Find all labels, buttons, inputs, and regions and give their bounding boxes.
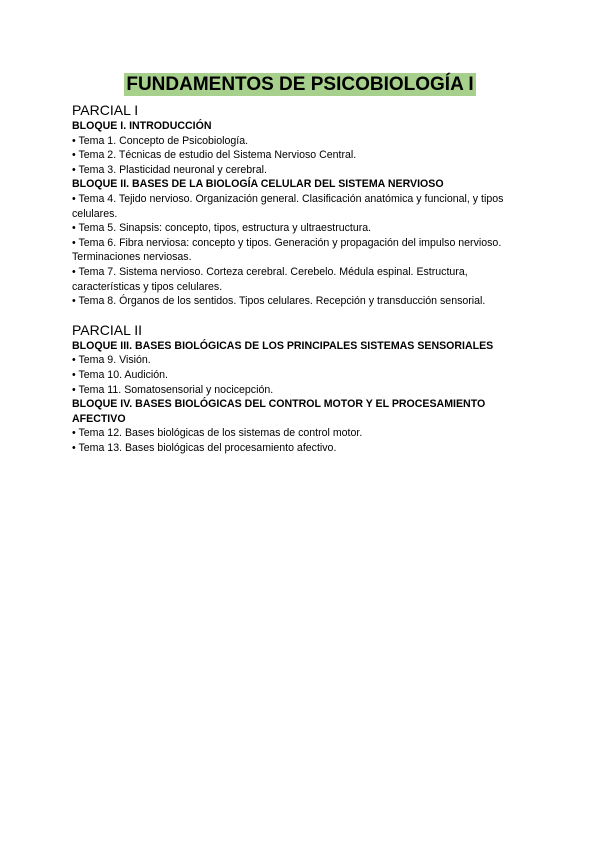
bloque-1-heading: BLOQUE I. INTRODUCCIÓN <box>72 120 212 132</box>
parcial-2-heading: PARCIAL II <box>72 321 143 338</box>
list-item: • Tema 2. Técnicas de estudio del Sistema Nervioso Central. <box>72 149 357 162</box>
list-item: • Tema 11. Somatosensorial y nocicepción. <box>72 383 274 396</box>
list-item: • Tema 6. Fibra nerviosa: concepto y tipos. Generación y propagación del impulso nervioso. Terminaciones nerviosas. <box>72 236 502 264</box>
list-item: • Tema 1. Concepto de Psicobiología. <box>72 134 249 147</box>
bloque-4-heading: BLOQUE IV. BASES BIOLÓGICAS DEL CONTROL MOTOR Y EL PROCESAMIENTO AFECTIVO <box>72 398 486 425</box>
list-item: • Tema 10. Audición. <box>72 368 168 381</box>
list-item: • Tema 3. Plasticidad neuronal y cerebral. <box>72 163 267 176</box>
list-item: • Tema 9. Visión. <box>72 354 151 367</box>
list-item: • Tema 8. Órganos de los sentidos. Tipos celulares. Recepción y transducción sensorial. <box>72 295 486 308</box>
list-item: • Tema 12. Bases biológicas de los sistemas de control motor. <box>72 427 363 440</box>
bloque-2-heading: BLOQUE II. BASES DE LA BIOLOGÍA CELULAR DEL SISTEMA NERVIOSO <box>72 178 444 191</box>
title-container <box>0 73 600 96</box>
bloque-3-heading: BLOQUE III. BASES BIOLÓGICAS DE LOS PRINCIPALES SISTEMAS SENSORIALES <box>72 339 494 352</box>
document-title: FUNDAMENTOS DE PSICOBIOLOGÍA I <box>126 74 474 95</box>
list-item: • Tema 13. Bases biológicas del procesamiento afectivo. <box>72 441 337 454</box>
list-item: • Tema 4. Tejido nervioso. Organización general. Clasificación anatómica y funcional, y tipos celulares. <box>72 192 504 220</box>
list-item: • Tema 7. Sistema nervioso. Corteza cerebral. Cerebelo. Médula espinal. Estructura, características y tipos celulares. <box>72 265 468 293</box>
parcial-1-heading: PARCIAL I <box>72 102 139 118</box>
list-item: • Tema 5. Sinapsis: concepto, tipos, estructura y ultraestructura. <box>72 222 372 235</box>
document-body <box>72 101 512 455</box>
